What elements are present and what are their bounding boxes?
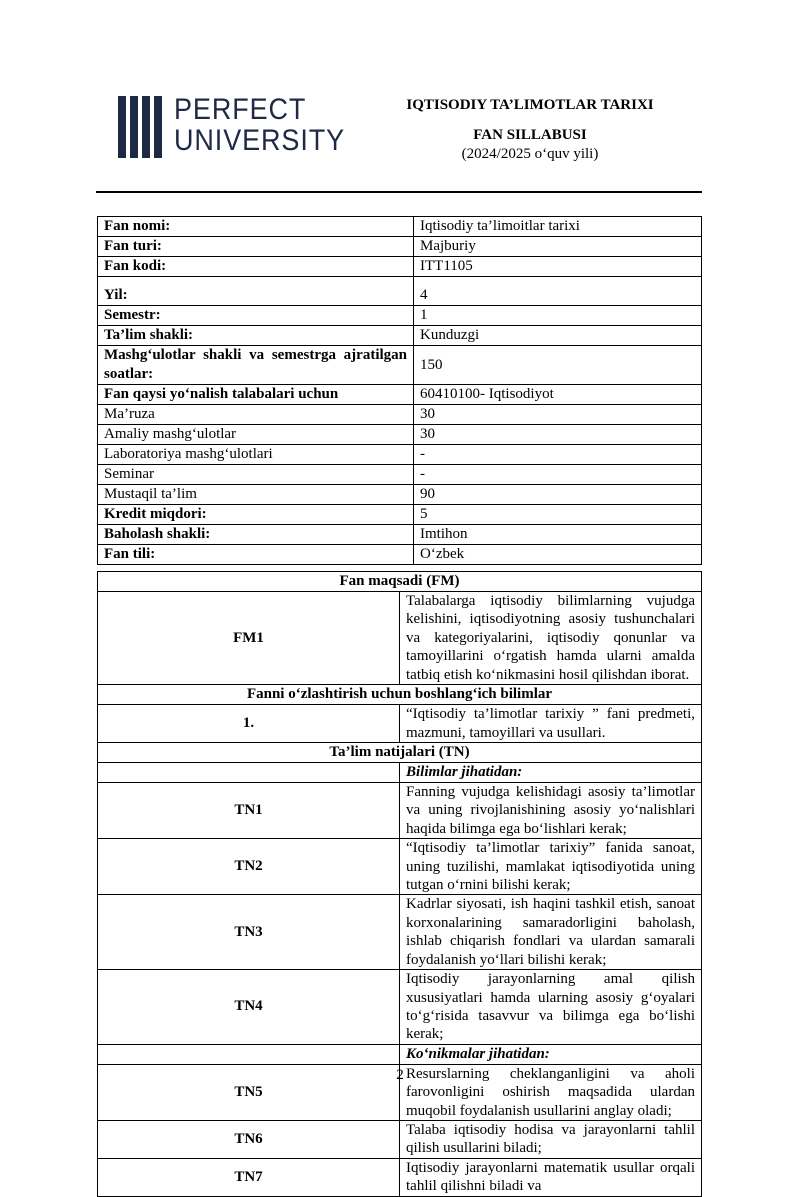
tn1-text: Fanning vujudga kelishidagi asosiy ta’limotlar va uning rivojlanishining asosiy yo‘nalishlari haqida bilimga ega bo‘lishlari kerak; bbox=[400, 783, 702, 839]
tn3-text: Kadrlar siyosati, ish haqini tashkil etish, sanoat korxonalarining samaradorligini baholash, ishlab chiqarish fondlari va ulardan samarali foydalanish yo‘llari bilishi kerak; bbox=[400, 895, 702, 970]
info-row bbox=[98, 445, 702, 465]
logo-wordmark bbox=[174, 94, 345, 156]
info-row bbox=[98, 525, 702, 545]
info-value: 60410100- Iqtisodiyot bbox=[414, 385, 702, 405]
info-key: Semestr: bbox=[98, 306, 414, 326]
info-row bbox=[98, 217, 702, 237]
info-key: Fan turi: bbox=[98, 237, 414, 257]
info-value: ITT1105 bbox=[414, 257, 702, 277]
info-value: 1 bbox=[414, 306, 702, 326]
info-key: Fan kodi: bbox=[98, 257, 414, 277]
tn4-code: TN4 bbox=[98, 970, 400, 1045]
info-row bbox=[98, 385, 702, 405]
fm1-text: Talabalarga iqtisodiy bilimlarning vujudga kelishini, iqtisodiyotning asosiy tushunchalari va kategoriyalarini, iqtisodiy qonunlar va tamoyillarini o‘rgatish hamda ularni amalda tatbiq etish ko‘nikmasini hosil qilishdan iborat. bbox=[400, 592, 702, 685]
info-row bbox=[98, 485, 702, 505]
tn7-code: TN7 bbox=[98, 1158, 400, 1196]
academic-year: (2024/2025 o‘quv yili) bbox=[461, 146, 599, 162]
document-title: IQTISODIY TA’LIMOTLAR TARIXI bbox=[406, 97, 654, 113]
tn-header: Ta’lim natijalari (TN) bbox=[98, 743, 702, 763]
info-value: Kunduzgi bbox=[414, 326, 702, 346]
info-row bbox=[98, 306, 702, 326]
info-value: Majburiy bbox=[414, 237, 702, 257]
info-value: 5 bbox=[414, 505, 702, 525]
info-key: Mustaqil ta’lim bbox=[98, 485, 414, 505]
info-value: - bbox=[414, 465, 702, 485]
course-info-table bbox=[97, 216, 702, 565]
skills-blank bbox=[98, 1044, 400, 1064]
info-row bbox=[98, 277, 702, 306]
tn1-code: TN1 bbox=[98, 783, 400, 839]
fm-header: Fan maqsadi (FM) bbox=[98, 572, 702, 592]
info-key: Fan tili: bbox=[98, 545, 414, 565]
info-value: Iqtisodiy ta’limoitlar tarixi bbox=[414, 217, 702, 237]
prereq-header: Fanni o‘zlashtirish uchun boshlang‘ich bilimlar bbox=[98, 685, 702, 705]
tn5-code: TN5 bbox=[98, 1064, 400, 1120]
document-subtitle: FAN SILLABUSI bbox=[473, 127, 587, 143]
knowledge-label: Bilimlar jihatidan: bbox=[400, 763, 702, 783]
info-value: 150 bbox=[414, 346, 702, 385]
tn7-text: Iqtisodiy jarayonlarni matematik usullar orqali tahlil qilishni biladi va bbox=[400, 1158, 702, 1196]
info-key: Ma’ruza bbox=[98, 405, 414, 425]
tn3-code: TN3 bbox=[98, 895, 400, 970]
info-value: 4 bbox=[414, 277, 702, 306]
logo-line-1: PERFECT bbox=[174, 93, 307, 126]
course-goals-table bbox=[97, 571, 702, 1197]
info-row bbox=[98, 465, 702, 485]
logo-line-2: UNIVERSITY bbox=[174, 124, 346, 157]
info-key: Fan qaysi yo‘nalish talabalari uchun bbox=[98, 385, 414, 405]
tn5-text: Resurslarning cheklanganligini va aholi farovonligini oshirish maqsadida ulardan muqobil foydalanish usullarini anglay oladi; bbox=[400, 1064, 702, 1120]
info-row bbox=[98, 425, 702, 445]
tn6-text: Talaba iqtisodiy hodisa va jarayonlarni tahlil qilish usullarini biladi; bbox=[400, 1120, 702, 1158]
fm1-code: FM1 bbox=[98, 592, 400, 685]
header-divider bbox=[96, 191, 702, 193]
tn2-code: TN2 bbox=[98, 839, 400, 895]
info-key: Fan nomi: bbox=[98, 217, 414, 237]
info-key: Seminar bbox=[98, 465, 414, 485]
knowledge-blank bbox=[98, 763, 400, 783]
info-key: Mashg‘ulotlar shakli va semestrga ajratilgan soatlar: bbox=[98, 346, 414, 385]
info-key: Baholash shakli: bbox=[98, 525, 414, 545]
info-row bbox=[98, 505, 702, 525]
university-logo bbox=[118, 93, 346, 160]
info-key: Yil: bbox=[98, 277, 414, 306]
info-row bbox=[98, 326, 702, 346]
page-number: 2 bbox=[396, 1067, 404, 1083]
info-row bbox=[98, 405, 702, 425]
info-row bbox=[98, 545, 702, 565]
logo-mark-icon bbox=[118, 96, 162, 158]
info-value: - bbox=[414, 445, 702, 465]
tn6-code: TN6 bbox=[98, 1120, 400, 1158]
info-row bbox=[98, 237, 702, 257]
tn2-text: “Iqtisodiy ta’limotlar tarixiy” fanida sanoat, uning tuzilishi, mamlakat iqtisodiyotida uning tutgan o‘rnini bilishi kerak; bbox=[400, 839, 702, 895]
info-value: 90 bbox=[414, 485, 702, 505]
info-row bbox=[98, 257, 702, 277]
tn4-text: Iqtisodiy jarayonlarning amal qilish xususiyatlari hamda ularning asosiy g‘oyalari to‘g‘risida tasavvur va bilimga ega bo‘lishi kerak; bbox=[400, 970, 702, 1045]
info-key: Kredit miqdori: bbox=[98, 505, 414, 525]
skills-label: Ko‘nikmalar jihatidan: bbox=[400, 1044, 702, 1064]
prereq-code: 1. bbox=[98, 705, 400, 743]
info-key: Amaliy mashg‘ulotlar bbox=[98, 425, 414, 445]
info-value: O‘zbek bbox=[414, 545, 702, 565]
info-value: 30 bbox=[414, 405, 702, 425]
prereq-text: “Iqtisodiy ta’limotlar tarixiy ” fani predmeti, mazmuni, tamoyillari va usullari. bbox=[400, 705, 702, 743]
info-row bbox=[98, 346, 702, 385]
info-value: 30 bbox=[414, 425, 702, 445]
info-value: Imtihon bbox=[414, 525, 702, 545]
info-key: Ta’lim shakli: bbox=[98, 326, 414, 346]
info-key: Laboratoriya mashg‘ulotlari bbox=[98, 445, 414, 465]
